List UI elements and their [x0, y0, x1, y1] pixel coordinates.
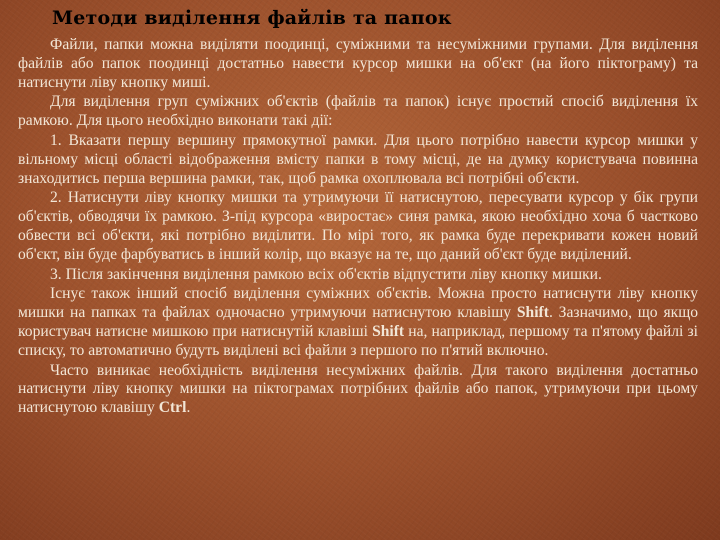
paragraph-single-selection: Файли, папки можна виділяти поодинці, суміжними та несуміжними групами. Для виділення файлів або папок поодинці достатньо навести курсор мишки на об'єкт (на його піктограму) та натиснути ліву кнопку миші.	[18, 36, 698, 91]
paragraph-frame-selection-intro: Для виділення груп суміжних об'єктів (файлів та папок) існує простий спосіб виділення їх рамкою. Для цього необхідно виконати такі дії:	[18, 93, 698, 130]
shift-text-part2: . Зазначимо, що якщо користувач натисне мишкою при натиснутій клавіші	[18, 304, 698, 340]
step-1: 1. Вказати першу вершину прямокутної рамки. Для цього потрібно навести курсор мишки у вільному місці області відображення вмісту папки в тому місці, де на думку користувача повинна знаходитись перша вершина рамки, так, щоб рамка охоплювала всі потрібні об'єкти.	[18, 131, 698, 187]
shift-key-label-2: Shift	[372, 322, 405, 340]
shift-key-label: Shift	[516, 304, 549, 322]
ctrl-key-label: Ctrl	[158, 399, 187, 417]
step-2: 2. Натиснути ліву кнопку мишки та утримуючи її натиснутою, пересувати курсор у бік групи об'єктів, обводячи їх рамкою. З-під курсора «виростає» синя рамка, якою необхідно хоча б частково обвести всі об'єкти, які потрібно виділити. По мірі того, як рамка буде перекривати кожен новий об'єкт, він буде фарбуватись в інший колір, що вказує на те, що даний об'єкт буде виділений.	[18, 189, 698, 263]
shift-text-part3: на, наприклад, першому та п'ятому файлі зі списку, то автоматично будуть виділені всі файли з першого по п'ятий включно.	[18, 322, 698, 359]
slide-body	[18, 36, 698, 419]
ctrl-text-part1: Часто виникає необхідність виділення несуміжних файлів. Для такого виділення достатньо натиснути ліву кнопку мишки на піктограмах потрібних файлів або папок, утримуючи при цьому натиснутою клавішу	[18, 361, 698, 417]
paragraph-ctrl-selection	[18, 362, 698, 418]
ctrl-text-part2: .	[186, 399, 191, 417]
page-title: Методи виділення файлів та папок	[52, 7, 452, 29]
step-3: 3. Після закінчення виділення рамкою всіх об'єктів відпустити ліву кнопку мишки.	[50, 265, 602, 283]
shift-text-part1: Існує також інший спосіб виділення суміжних об'єктів. Можна просто натиснути ліву кнопку мишки на папках та файлах одночасно утримуючи натиснутою клавішу	[18, 285, 698, 322]
paragraph-shift-selection	[18, 285, 698, 360]
